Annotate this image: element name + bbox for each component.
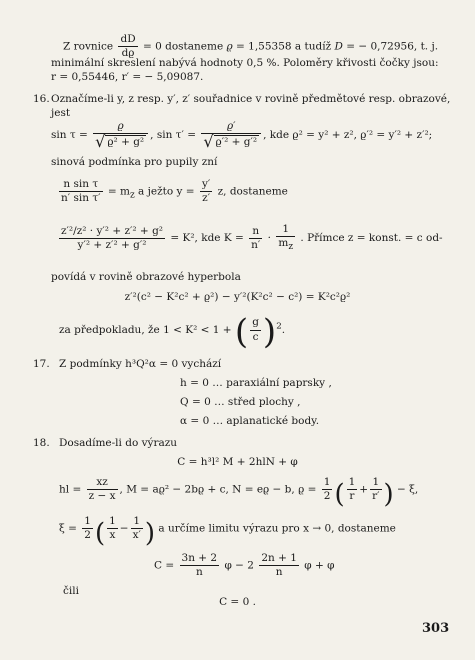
text-line: sinová podmínka pro pupily zní (51, 156, 218, 168)
fraction: $\frac{n}{n'}$ (251, 224, 261, 251)
text-line: čili (63, 585, 79, 597)
formula-line: Q = 0 … střed plochy , (180, 396, 301, 408)
formula-line: $\frac{\text{z′²/z² · y′² + z′² + g²}}{\text{y′² + z′² + g′²}}$ = K², kde K = $\frac{n}{n'}$ · $\frac{1}{m_z}$ . Přímce z = konst. = c od- (61, 223, 443, 253)
formula-line: h = 0 … paraxiální paprsky , (180, 377, 332, 389)
fraction: $\frac{ϱ'}{\text{√ ϱ′² + g′²}}$ (201, 120, 261, 150)
fraction: $\frac{1}{2}$ (84, 515, 91, 542)
text-line: Z rovnice $\frac{dD}{dϱ}$ = 0 dostaneme ϱ = 1,55358 a tudíž D = − 0,72956, t. j. (63, 33, 439, 60)
page-number: 303 (422, 621, 450, 636)
fraction: $\frac{ϱ}{\text{√ ϱ² + g²}}$ (93, 120, 148, 150)
fraction: $\frac{1}{m_z}$ (278, 223, 294, 253)
text-line: minimální skreslení nabývá hodnoty 0,5 %. Poloměry křivosti čočky jsou: (51, 57, 439, 69)
fraction: $\frac{xz}{z - x}$ (88, 476, 116, 503)
text-line: povídá v rovině obrazové hyperbola (51, 271, 241, 283)
fraction: $\frac{1}{r}$ (348, 476, 356, 503)
fraction: $\frac{3n + 2}{n}$ (181, 552, 218, 579)
fraction: $\frac{1}{x'}$ (132, 515, 141, 542)
fraction: $\frac{dD}{dϱ}$ (120, 33, 136, 60)
fraction: $\frac{2n + 1}{n}$ (261, 552, 297, 579)
fraction: $\frac{\text{z′²/z² · y′² + z′² + g²}}{\text{y′² + z′² + g′²}}$ (61, 224, 163, 251)
fraction: $\frac{1}{2}$ (323, 476, 331, 503)
text-line: Z podmínky h³Q²α = 0 vychází (59, 358, 222, 370)
formula-line: z′²(c² − K²c² + ϱ²) − y′²(K²c² − c²) = K²c²ϱ² (124, 291, 351, 303)
formula-line: C = $\frac{3n + 2}{n}$ φ − 2 $\frac{2n + 1}{n}$ φ + φ (154, 552, 335, 579)
formula-line: ξ = $\frac{1}{2}$ ( $\frac{1}{x}$ − $\frac{1}{x'}$ ) a určíme limitu výrazu pro x → 0, dostaneme (59, 515, 396, 549)
formula-line: za předpokladu, že 1 < K² < 1 + ( $\frac{g}{c}$ )$^2$. (59, 312, 286, 352)
text-line: jest (51, 107, 71, 119)
section-number: 17. (33, 358, 50, 370)
text-line: r = 0,55446, r′ = − 5,09087. (51, 71, 204, 83)
fraction: $\frac{1}{x}$ (109, 515, 116, 542)
fraction: $\frac{g}{c}$ (252, 316, 259, 343)
formula-line: C = h³l² M + 2hlN + φ (177, 456, 298, 468)
section-number: 18. (33, 437, 50, 449)
formula-line: sin τ = $\frac{ϱ}{\text{√ ϱ² + g²}}$ , sin τ′ = $\frac{ϱ'}{\text{√ ϱ′² + g′²}}$ , kde ϱ² = y² + z², ϱ′² = y′² + z′²; (51, 120, 433, 152)
formula-line: C = 0 . (219, 596, 256, 608)
formula-line: $\frac{\text{n sin τ}}{\text{n′ sin τ′}}$ = $m_z$ a ježto y = $\frac{y'}{z'}$ z, dostaneme (61, 178, 288, 205)
section-number: 16. (33, 93, 50, 105)
text-line: Dosadíme-li do výrazu (59, 437, 178, 449)
text-line: Označíme-li y, z resp. y′, z′ souřadnice v rovině předmětové resp. obrazové, (51, 93, 451, 105)
formula-line: hl = $\frac{xz}{z - x}$ , M = aϱ² − 2bϱ + c, N = eϱ − b, ϱ = $\frac{1}{2}$ ( $\frac{1}{r}$ + $\frac{1}{r'}$ ) − ξ, (59, 476, 419, 510)
fraction: $\frac{1}{r'}$ (372, 476, 380, 503)
fraction: $\frac{y'}{z'}$ (201, 178, 211, 205)
fraction: $\frac{\text{n sin τ}}{\text{n′ sin τ′}}$ (61, 178, 101, 205)
formula-line: α = 0 … aplanatické body. (180, 415, 320, 427)
